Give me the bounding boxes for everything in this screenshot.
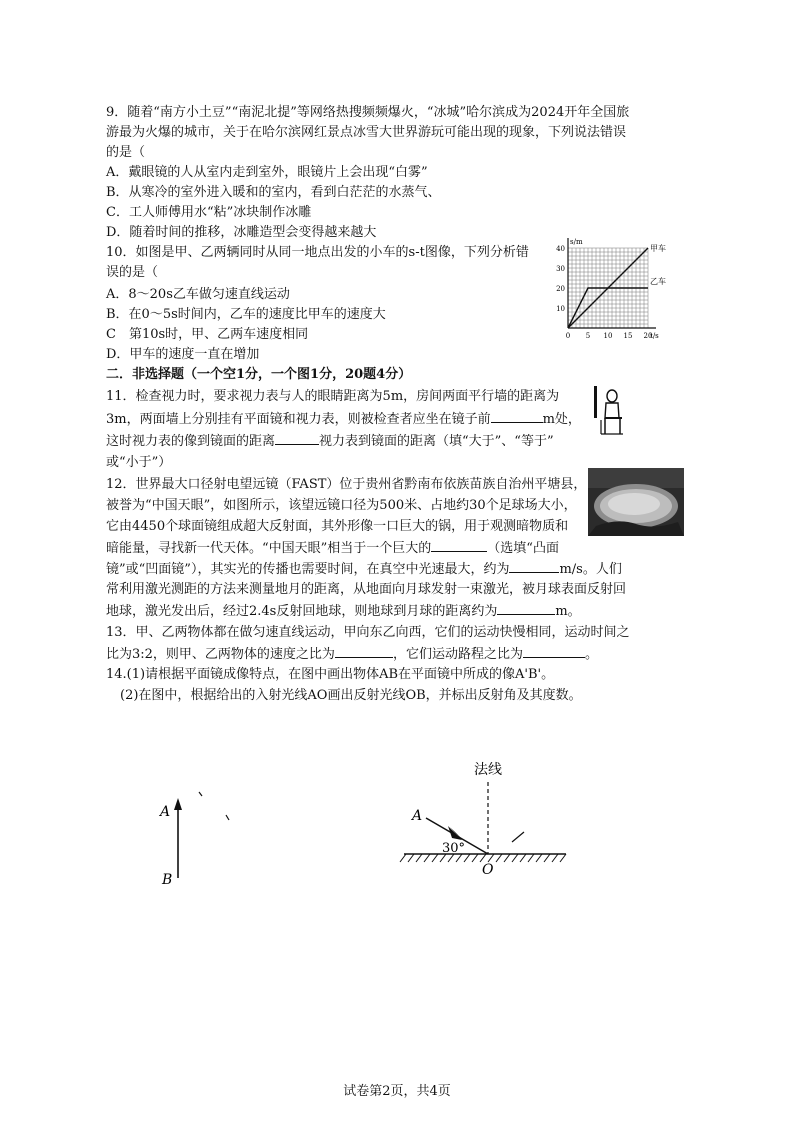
- q10-option-d: D．甲车的速度一直在增加: [106, 347, 260, 362]
- mirror-hatch: [552, 854, 558, 862]
- q9-option-a: A．戴眼镜的人从室内走到室外，眼镜片上会出现“白雾”: [106, 165, 428, 180]
- y-axis-label: s/m: [570, 238, 583, 246]
- x-axis-label: t/s: [650, 332, 659, 340]
- point-o-label: O: [482, 862, 494, 878]
- q12-line5: 镜”或“凹面镜”），其实光的传播也需要时间，在真空中光速最大，约为 m/s。人们: [106, 562, 622, 577]
- q9-line2: 游最为火爆的城市，关于在哈尔滨网红景点冰雪大世界游玩可能出现的现象，下列说法错误: [106, 125, 627, 140]
- mirror-hatch: [472, 854, 478, 862]
- q14-line2: (2)在图中，根据给出的入射光线AO画出反射光线OB，并标出反射角及其度数。: [120, 688, 582, 703]
- mirror-hatch: [400, 854, 406, 862]
- y-tick-label: 20: [556, 285, 565, 293]
- reflection-figure: [398, 756, 578, 880]
- mirror-hatch: [560, 854, 566, 862]
- q12-line2: 被誉为“中国天眼”，如图所示，该望远镜口径为500米、占地约30个足球场大小，: [106, 498, 577, 513]
- point-b-label: B: [162, 872, 173, 888]
- q9-option-c: C．工人师傅用水“粘”冰块制作冰雕: [106, 205, 312, 220]
- normal-line-label: 法线: [474, 762, 502, 778]
- q9-option-b: B．从寒冷的室外进入暖和的室内，看到白茫茫的水蒸气、: [106, 185, 441, 200]
- mirror-hatch: [520, 854, 526, 862]
- angle-label: 30°: [442, 841, 466, 856]
- x-tick-label: 5: [585, 332, 591, 340]
- st-graph: [548, 232, 672, 344]
- q10-option-c: C 第10s时，甲、乙两车速度相同: [106, 327, 309, 342]
- q12-line3: 它由4450个球面镜组成超大反射面，其外形像一口巨大的锅，用于观测暗物质和: [106, 519, 569, 534]
- q10-option-b: B．在0～5s时间内，乙车的速度比甲车的速度大: [106, 307, 386, 322]
- mirror-hatch: [488, 854, 494, 862]
- y-tick-label: 30: [556, 265, 565, 273]
- q11-line4: 或“小于”）: [106, 455, 172, 470]
- mirror-hatch: [416, 854, 422, 862]
- q11-line1: 11．检查视力时，要求视力表与人的眼睛距离为5m，房间两面平行墙的距离为: [106, 389, 560, 404]
- mirror-hatch: [480, 854, 486, 862]
- answer-blank[interactable]: [523, 645, 585, 658]
- y-tick-label: 40: [556, 245, 565, 253]
- x-tick-label: 10: [603, 332, 613, 340]
- q10-line2: 误的是（: [106, 265, 159, 280]
- q9-line3: 的是（: [106, 145, 146, 160]
- x-tick-label: 0: [565, 332, 571, 340]
- q13-line1: 13．甲、乙两物体都在做匀速直线运动，甲向东乙向西，它们的运动快慢相同，运动时间之: [106, 625, 630, 640]
- q14-line1: 14.(1)请根据平面镜成像特点，在图中画出物体AB在平面镜中所成的像A'B'。: [106, 667, 555, 682]
- mirror-object-figure: [150, 780, 250, 890]
- y-tick-label: 10: [556, 305, 565, 313]
- point-a-label: A: [160, 804, 171, 820]
- q12-line7: 地球，激光发出后，经过2.4s反射回地球，则地球到月球的距离约为 m。: [106, 604, 581, 619]
- mirror-hatch: [536, 854, 542, 862]
- answer-blank[interactable]: [509, 560, 559, 573]
- q10-option-a: A．8～20s乙车做匀速直线运动: [106, 287, 290, 302]
- mirror-hatch: [544, 854, 550, 862]
- mirror-hatch: [496, 854, 502, 862]
- mirror-hatch: [408, 854, 414, 862]
- answer-blank[interactable]: [497, 602, 555, 615]
- mirror-hatch: [504, 854, 510, 862]
- mirror-hatch: [432, 854, 438, 862]
- q11-line2: 3m，两面墙上分别挂有平面镜和视力表，则被检查者应坐在镜子前 m处，: [106, 412, 581, 427]
- q12-line4: 暗能量，寻找新一代天体。“中国天眼”相当于一个巨大的 （选填“凸面: [106, 541, 559, 556]
- mirror-hatch: [528, 854, 534, 862]
- mirror-hatch: [512, 854, 518, 862]
- q12-line6: 常利用激光测距的方法来测量地月的距离，从地面向月球发射一束激光，被月球表面反射回: [106, 582, 627, 597]
- x-tick-label: 20: [643, 332, 653, 340]
- q9-line1: 9．随着“南方小土豆”“南泥北提”等网络热搜频频爆火，“冰城”哈尔滨成为2024开年全国旅: [106, 105, 630, 120]
- mirror-hatch: [424, 854, 430, 862]
- answer-blank[interactable]: [335, 645, 393, 658]
- series-label: 甲车: [650, 244, 666, 253]
- x-tick-label: 15: [623, 332, 633, 340]
- point-a-label: A: [412, 808, 423, 824]
- q10-line1: 10．如图是甲、乙两辆同时从同一地点出发的小车的s-t图像，下列分析错: [106, 245, 529, 260]
- series-label: 乙车: [650, 277, 666, 286]
- q13-line2: 比为3:2，则甲、乙两物体的速度之比为 ，它们运动路程之比为 。: [106, 647, 598, 662]
- q12-line1: 12．世界最大口径射电望远镜（FAST）位于贵州省黔南布依族苗族自治州平塘县，: [106, 477, 587, 492]
- section-2-title: 二．非选择题（一个空1分，一个图1分，20题4分）: [106, 367, 412, 382]
- fast-telescope-photo: [588, 468, 684, 536]
- seated-person-illustration: [592, 384, 628, 440]
- answer-blank[interactable]: [491, 410, 543, 423]
- page-footer: 试卷第2页，共4页: [343, 1084, 451, 1099]
- answer-blank[interactable]: [431, 539, 487, 552]
- answer-blank[interactable]: [275, 432, 319, 445]
- q11-line3: 这时视力表的像到镜面的距离 视力表到镜面的距离（填“大于”、“等于”: [106, 434, 554, 449]
- q9-option-d: D．随着时间的推移，冰雕造型会变得越来越大: [106, 225, 377, 240]
